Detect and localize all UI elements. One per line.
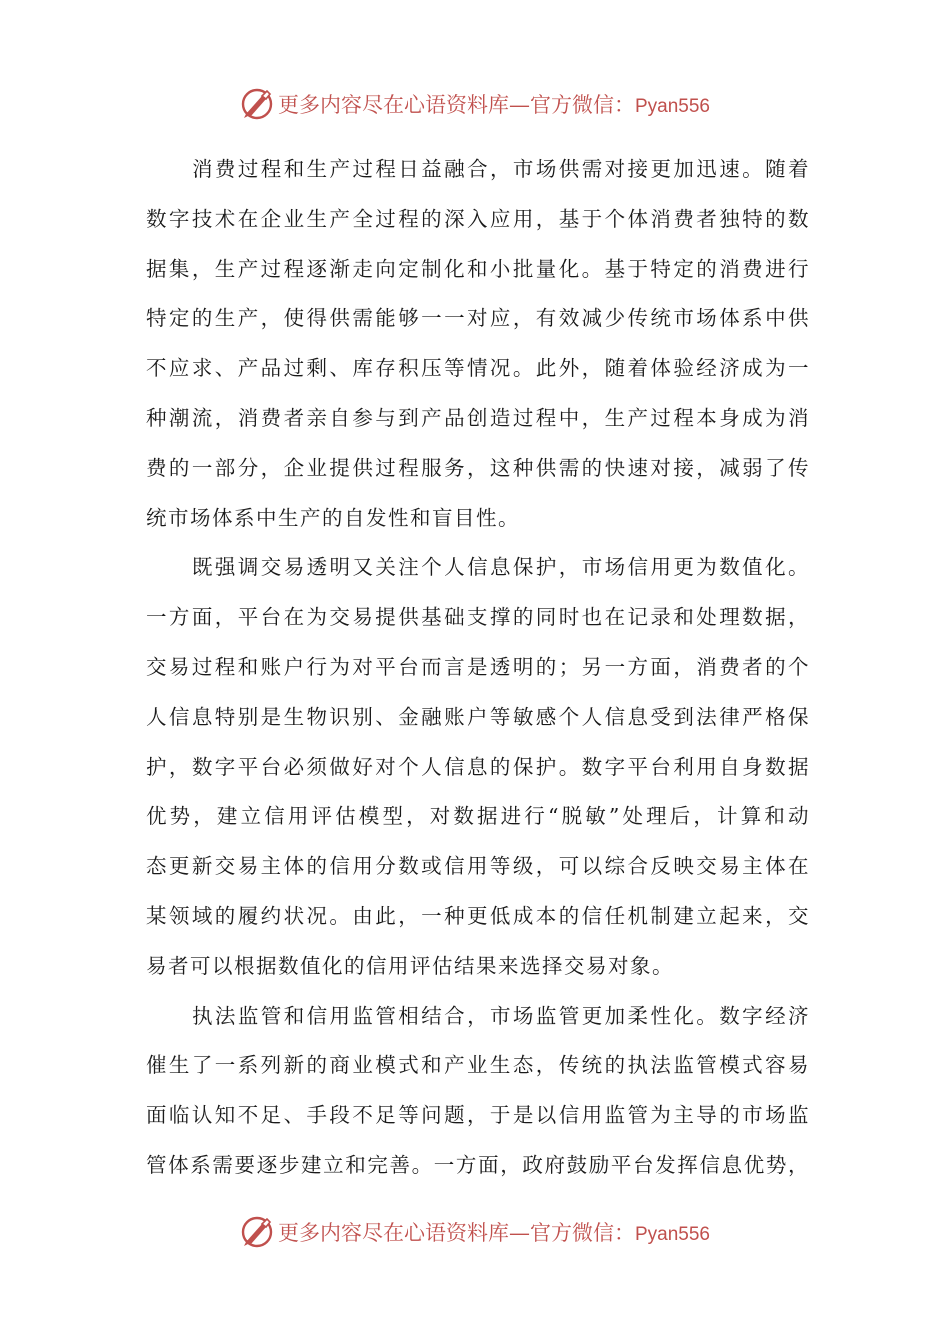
pen-logo-icon — [240, 87, 274, 121]
paragraph-line: 不应求、产品过剩、库存积压等情况。此外，随着体验经济成为一 — [146, 356, 810, 381]
paragraph-line: 费的一部分，企业提供过程服务，这种供需的快速对接，减弱了传 — [146, 455, 810, 480]
paragraph-line: 面临认知不足、手段不足等问题，于是以信用监管为主导的市场监 — [146, 1103, 810, 1128]
paragraph-line: 数字技术在企业生产全过程的深入应用，基于个体消费者独特的数 — [146, 206, 810, 231]
paragraph-3 — [146, 992, 810, 1191]
paragraph-line: 管体系需要逐步建立和完善。一方面，政府鼓励平台发挥信息优势， — [146, 1152, 810, 1177]
paragraph-line: 人信息特别是生物识别、金融账户等敏感个人信息受到法律严格保 — [146, 704, 810, 729]
paragraph-line: 消费过程和生产过程日益融合，市场供需对接更加迅速。随着 — [192, 157, 810, 181]
footer-banner-title: 更多内容尽在心语资料库—官方微信： — [277, 1221, 635, 1245]
paragraph-line: 易者可以根据数值化的信用评估结果来选择交易对象。 — [146, 953, 674, 978]
paragraph-line: 既强调交易透明又关注个人信息保护，市场信用更为数值化。 — [192, 555, 810, 580]
paragraph-line: 某领域的履约状况。由此，一种更低成本的信任机制建立起来，交 — [146, 903, 810, 928]
paragraph-line: 护，数字平台必须做好对个人信息的保护。数字平台利用自身数据 — [146, 754, 810, 779]
paragraph-line: 特定的生产，使得供需能够一一对应，有效减少传统市场体系中供 — [146, 306, 810, 331]
footer-banner-text — [278, 1217, 710, 1247]
paragraph-line: 据集，生产过程逐渐走向定制化和小批量化。基于特定的消费进行 — [146, 256, 810, 281]
document-body — [146, 145, 810, 1191]
paragraph-line: 交易过程和账户行为对平台而言是透明的；另一方面，消费者的个 — [146, 654, 810, 679]
paragraph-line: 统市场体系中生产的自发性和盲目性。 — [146, 505, 520, 530]
paragraph-2 — [146, 543, 810, 991]
header-banner-title: 更多内容尽在心语资料库—官方微信： — [277, 93, 635, 117]
header-banner — [0, 84, 950, 124]
paragraph-line: 一方面，平台在为交易提供基础支撑的同时也在记录和处理数据， — [146, 605, 810, 630]
paragraph-line: 优势，建立信用评估模型，对数据进行“脱敏”处理后，计算和动 — [146, 804, 810, 829]
paragraph-line: 种潮流，消费者亲自参与到产品创造过程中，生产过程本身成为消 — [146, 405, 810, 430]
header-wechat-id: Pyan556 — [634, 96, 710, 117]
paragraph-1 — [146, 145, 810, 543]
footer-banner — [0, 1212, 950, 1252]
header-banner-text — [278, 89, 710, 119]
paragraph-line: 态更新交易主体的信用分数或信用等级，可以综合反映交易主体在 — [146, 854, 810, 879]
pen-logo-icon — [240, 1215, 274, 1249]
paragraph-line: 催生了一系列新的商业模式和产业生态，传统的执法监管模式容易 — [146, 1053, 810, 1078]
paragraph-line: 执法监管和信用监管相结合，市场监管更加柔性化。数字经济 — [192, 1003, 810, 1028]
footer-wechat-id: Pyan556 — [634, 1224, 710, 1245]
